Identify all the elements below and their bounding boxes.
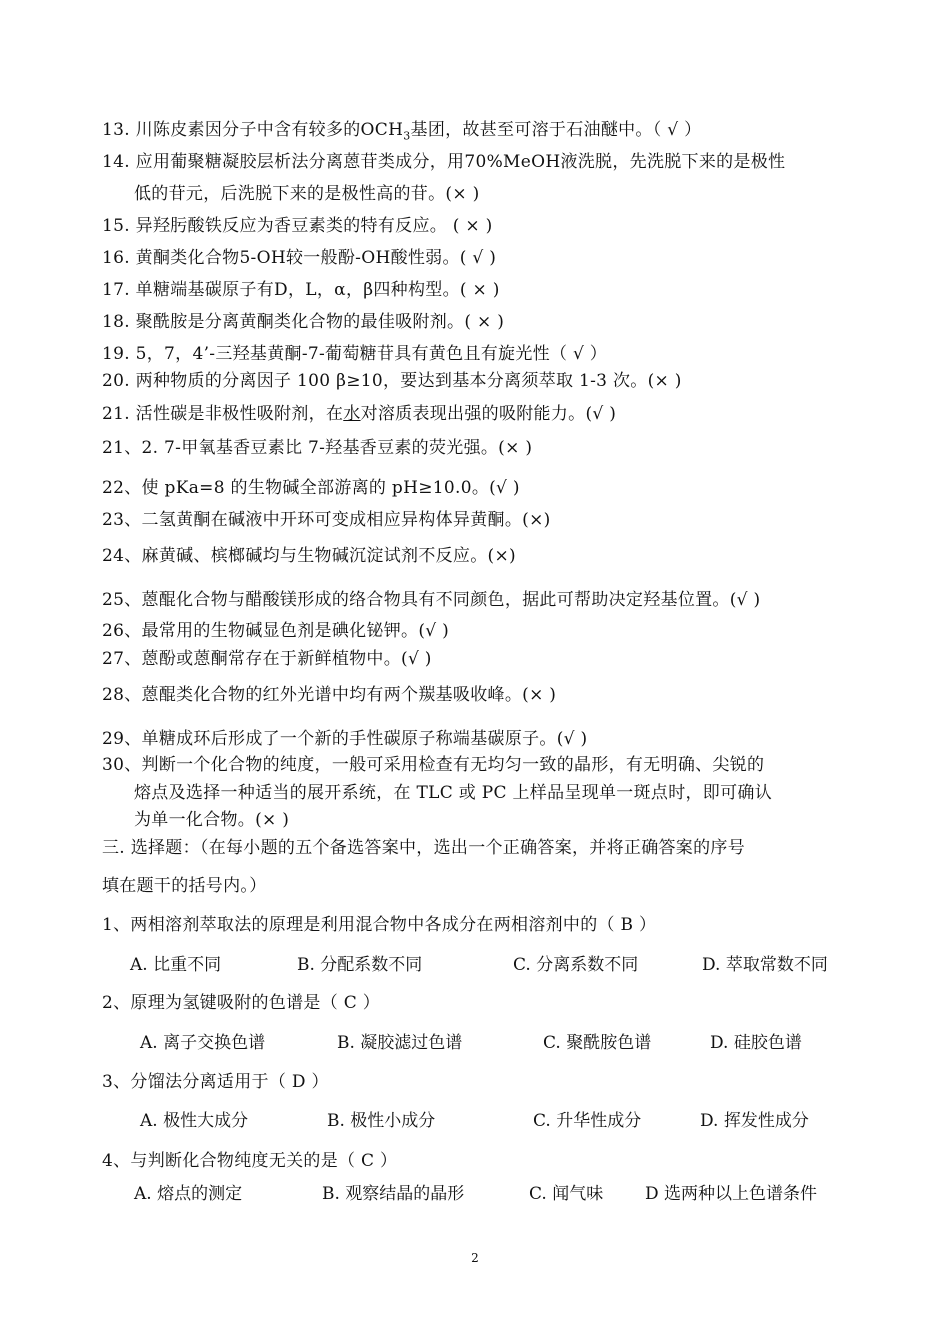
q4-option-a: A. 熔点的测定	[134, 1184, 243, 1204]
item-18: 18. 聚酰胺是分离黄酮类化合物的最佳吸附剂。( × )	[102, 312, 505, 332]
item-30-line2: 熔点及选择一种适当的展开系统，在 TLC 或 PC 上样品呈现单一斑点时，即可确认	[134, 783, 772, 803]
q1-option-a: A. 比重不同	[130, 955, 222, 975]
item-14-line1: 14. 应用葡聚糖凝胶层析法分离蒽苷类成分，用70%MeOH液洗脱，先洗脱下来的是极性	[102, 152, 786, 172]
item-22: 22、使 pKa=8 的生物碱全部游离的 pH≥10.0。(√ )	[102, 478, 520, 498]
item-26: 26、最常用的生物碱显色剂是碘化铋钾。(√ )	[102, 621, 450, 641]
question-2: 2、原理为氢键吸附的色谱是（ C ）	[102, 993, 381, 1013]
item-13: 13. 川陈皮素因分子中含有较多的$OCH_3$基团，故甚至可溶于石油醚中。（ √ ）	[102, 120, 702, 143]
item-29: 29、单糖成环后形成了一个新的手性碳原子称端基碳原子。(√ )	[102, 729, 588, 749]
question-3: 3、分馏法分离适用于（ D ）	[102, 1072, 329, 1092]
item-20: 20. 两种物质的分离因子 100 β≥10，要达到基本分离须萃取 1-3 次。(× )	[102, 371, 682, 391]
q2-option-c: C. 聚酰胺色谱	[543, 1033, 652, 1053]
q3-option-c: C. 升华性成分	[533, 1111, 642, 1131]
item-27: 27、蒽酚或蒽酮常存在于新鲜植物中。(√ )	[102, 649, 432, 669]
item-28: 28、蒽醌类化合物的红外光谱中均有两个羰基吸收峰。(× )	[102, 685, 557, 705]
section-3-heading: 三. 选择题：（在每小题的五个备选答案中，选出一个正确答案，并将正确答案的序号	[102, 838, 746, 858]
q3-option-b: B. 极性小成分	[327, 1111, 436, 1131]
page-number: 2	[471, 1251, 479, 1265]
item-17: 17. 单糖端基碳原子有D，L，α，β四种构型。( × )	[102, 280, 500, 300]
q1-option-c: C. 分离系数不同	[513, 955, 639, 975]
q2-option-d: D. 硅胶色谱	[710, 1033, 802, 1053]
q4-option-c: C. 闻气味	[529, 1184, 604, 1204]
q2-option-a: A. 离子交换色谱	[140, 1033, 266, 1053]
q1-option-b: B. 分配系数不同	[297, 955, 423, 975]
q3-option-d: D. 挥发性成分	[700, 1111, 809, 1131]
q4-option-d: D 选两种以上色谱条件	[645, 1184, 818, 1204]
item-24: 24、麻黄碱、槟榔碱均与生物碱沉淀试剂不反应。(×)	[102, 546, 516, 566]
q4-option-b: B. 观察结晶的晶形	[322, 1184, 465, 1204]
item-19: 19. 5，7，4’-三羟基黄酮-7-葡萄糖苷具有黄色且有旋光性（ √ ）	[102, 344, 608, 364]
item-21b: 21、2. 7-甲氧基香豆素比 7-羟基香豆素的荧光强。(× )	[102, 438, 533, 458]
item-30-line3: 为单一化合物。(× )	[134, 810, 290, 830]
question-1: 1、两相溶剂萃取法的原理是利用混合物中各成分在两相溶剂中的（ B ）	[102, 915, 657, 935]
item-15: 15. 异羟肟酸铁反应为香豆素类的特有反应。 ( × )	[102, 216, 493, 236]
item-30-line1: 30、判断一个化合物的纯度，一般可采用检查有无均匀一致的晶形，有无明确、尖锐的	[102, 755, 765, 775]
q1-option-d: D. 萃取常数不同	[702, 955, 828, 975]
item-16: 16. 黄酮类化合物5-OH较一般酚-OH酸性弱。( √ )	[102, 248, 497, 268]
q3-option-a: A. 极性大成分	[140, 1111, 249, 1131]
item-21: 21. 活性碳是非极性吸附剂，在水对溶质表现出强的吸附能力。(√ )	[102, 404, 617, 424]
item-25: 25、蒽醌化合物与醋酸镁形成的络合物具有不同颜色，据此可帮助决定羟基位置。(√ )	[102, 590, 761, 610]
item-23: 23、二氢黄酮在碱液中开环可变成相应异构体异黄酮。(×)	[102, 510, 551, 530]
section-3-heading-cont: 填在题干的括号内。）	[102, 876, 267, 896]
item-14-line2: 低的苷元，后洗脱下来的是极性高的苷。(× )	[134, 184, 480, 204]
q2-option-b: B. 凝胶滤过色谱	[337, 1033, 463, 1053]
question-4: 4、与判断化合物纯度无关的是（ C ）	[102, 1151, 398, 1171]
